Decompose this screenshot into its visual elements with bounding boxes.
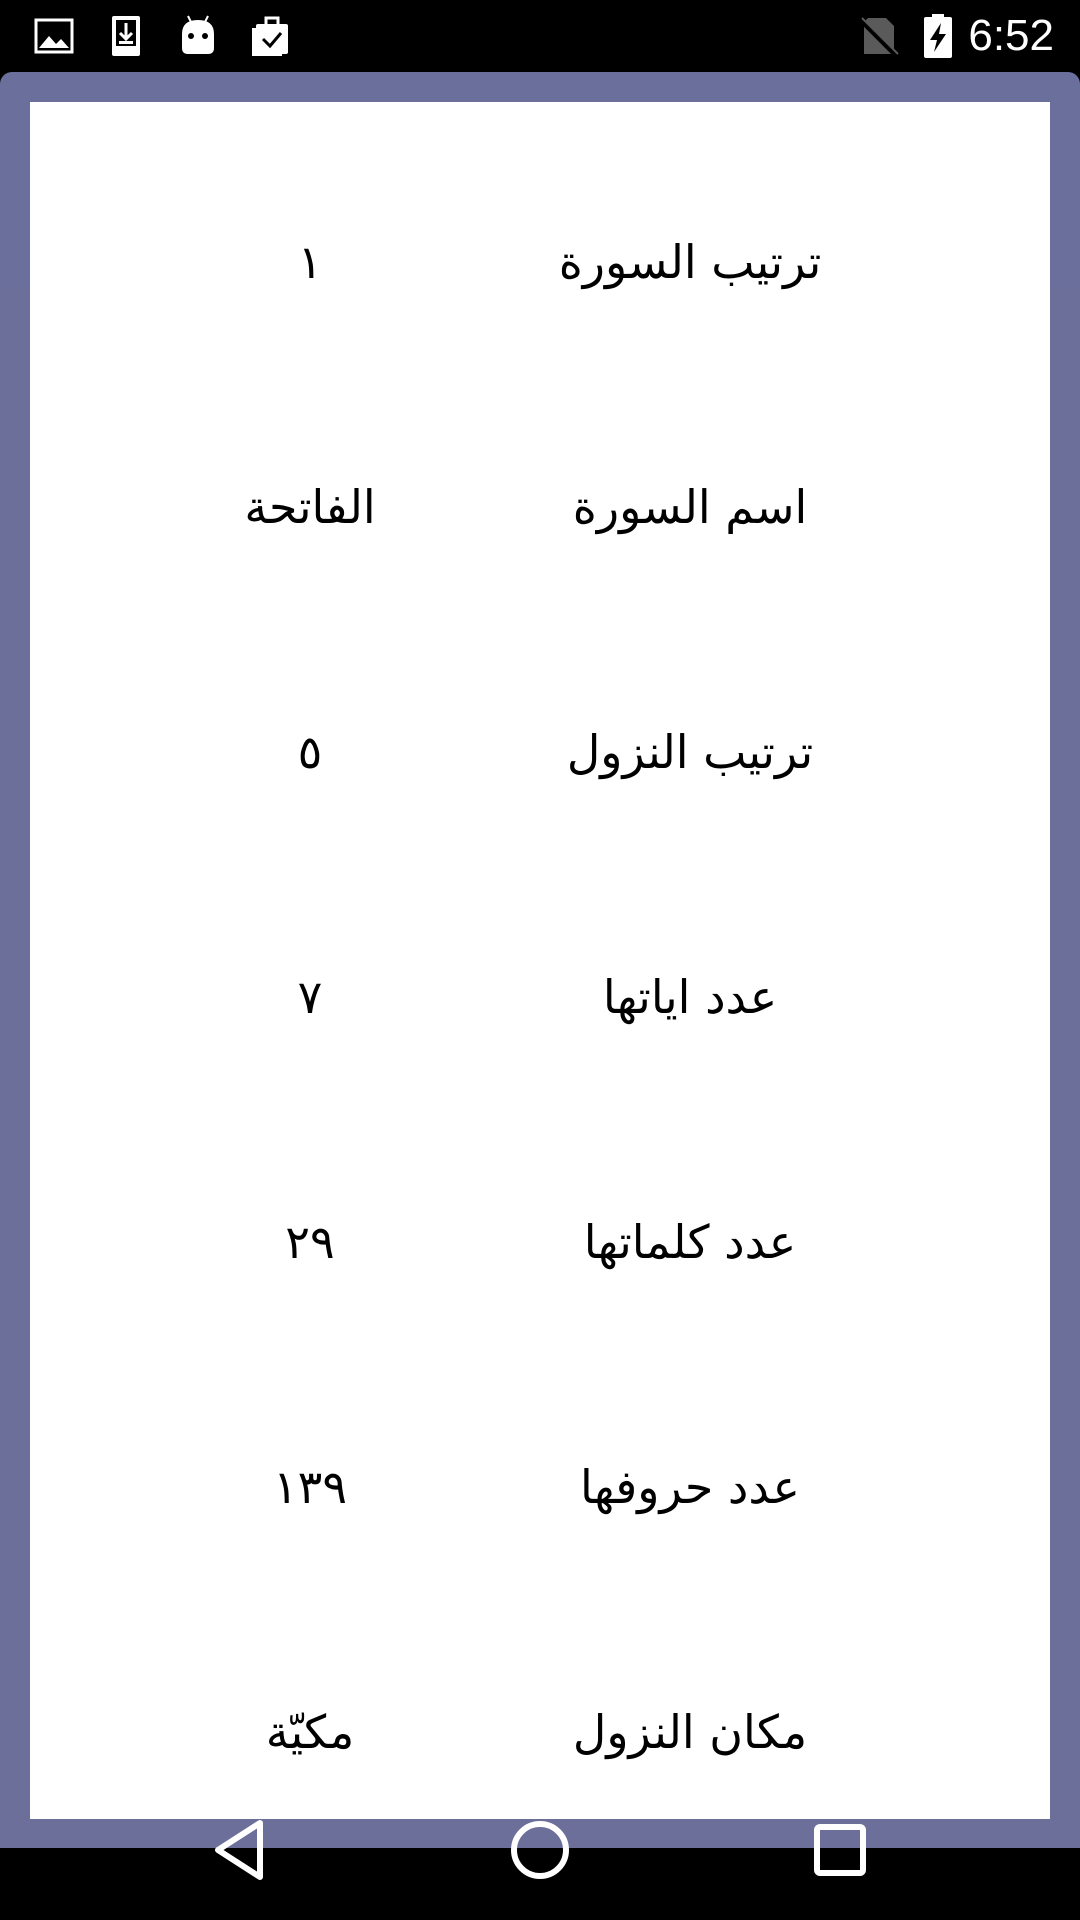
no-sim-icon <box>856 14 900 58</box>
revelation-order-label: ترتيب النزول <box>566 725 814 779</box>
android-icon <box>176 14 220 58</box>
letter-count-label: عدد حروفها <box>580 1460 800 1514</box>
verse-count-value: ٧ <box>297 970 323 1024</box>
recents-icon[interactable] <box>805 1815 875 1885</box>
surah-order-value: ١ <box>297 235 323 289</box>
surah-name-row <box>30 447 1050 567</box>
surah-name-label: اسم السورة <box>572 480 808 534</box>
surah-info-card <box>30 102 1050 1819</box>
letter-count-row <box>30 1427 1050 1547</box>
image-icon <box>32 14 76 58</box>
word-count-row <box>30 1182 1050 1302</box>
status-bar <box>0 0 1080 72</box>
surah-name-value: الفاتحة <box>244 480 376 534</box>
word-count-label: عدد كلماتها <box>583 1215 797 1269</box>
word-count-value: ٢٩ <box>285 1215 335 1269</box>
verse-count-label: عدد اياتها <box>602 970 778 1024</box>
verse-count-row <box>30 937 1050 1057</box>
revelation-order-row <box>30 692 1050 812</box>
revelation-place-value: مكيّة <box>265 1705 355 1759</box>
surah-order-row <box>30 202 1050 322</box>
surah-order-label: ترتيب السورة <box>558 235 822 289</box>
clipboard-check-icon <box>248 14 292 58</box>
download-icon <box>104 14 148 58</box>
revelation-place-label: مكان النزول <box>572 1705 808 1759</box>
app-frame <box>0 72 1080 1848</box>
battery-charging-icon <box>916 14 960 58</box>
back-icon[interactable] <box>206 1815 276 1885</box>
revelation-place-row <box>30 1672 1050 1792</box>
letter-count-value: ١٣٩ <box>272 1460 348 1514</box>
home-icon[interactable] <box>505 1815 575 1885</box>
revelation-order-value: ٥ <box>297 725 323 779</box>
clock: 6:52 <box>968 11 1054 60</box>
